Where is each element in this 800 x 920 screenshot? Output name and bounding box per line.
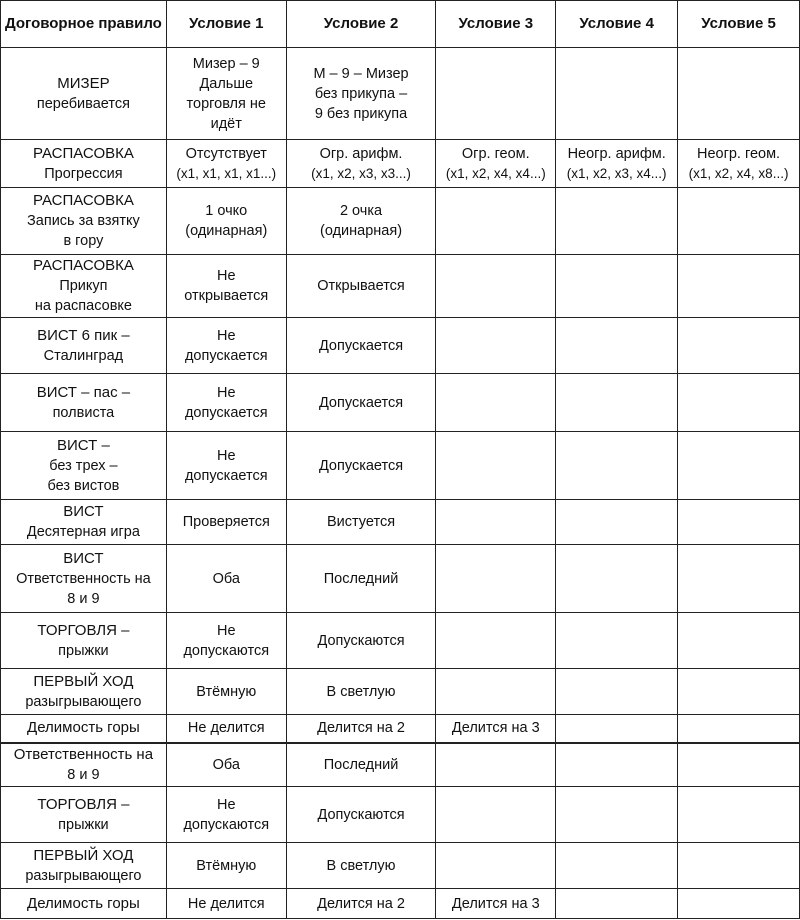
condition-2-cell	[286, 715, 436, 743]
condition-2-cell	[286, 140, 436, 188]
condition-2-cell	[286, 669, 436, 715]
rule-cell	[1, 787, 167, 843]
condition-1-cell	[166, 715, 286, 743]
condition-1-cell	[166, 787, 286, 843]
header-condition-4: Условие 4	[556, 1, 678, 48]
condition-4-cell	[556, 613, 678, 669]
cell-line: (x1, x2, x3, x4...)	[566, 165, 667, 181]
cell-line: Не делится	[187, 720, 265, 737]
cell-line: Проверяется	[182, 514, 270, 530]
condition-4-cell	[556, 188, 678, 255]
cell-line: (одинарная)	[185, 223, 268, 239]
condition-3-cell	[436, 889, 556, 919]
cell-line: Мизер – 9	[192, 55, 260, 72]
rule-line: ВИСТ – пас –	[36, 383, 131, 401]
rule-cell	[1, 889, 167, 919]
condition-5-cell	[678, 48, 800, 140]
condition-2-cell	[286, 889, 436, 919]
condition-4-cell	[556, 140, 678, 188]
rule-line: Прикуп	[59, 278, 108, 294]
cell-line: Допускаются	[317, 632, 405, 649]
table-row	[1, 188, 800, 255]
condition-1-cell	[166, 432, 286, 500]
condition-2-cell	[286, 48, 436, 140]
cell-line: 2 очка	[339, 203, 383, 219]
rule-line: ВИСТ 6 пик –	[37, 326, 130, 344]
condition-1-cell	[166, 255, 286, 318]
condition-5-cell	[678, 140, 800, 188]
condition-1-cell	[166, 48, 286, 140]
condition-5-cell	[678, 432, 800, 500]
cell-line: 1 очко	[205, 203, 248, 219]
table-row	[1, 318, 800, 374]
condition-2-cell	[286, 318, 436, 374]
condition-2-cell	[286, 843, 436, 889]
condition-3-cell	[436, 669, 556, 715]
cell-line: В светлую	[326, 683, 396, 700]
condition-4-cell	[556, 715, 678, 743]
cell-line: Не	[216, 384, 236, 401]
cell-line: Не	[216, 622, 236, 639]
rule-cell	[1, 374, 167, 432]
condition-1-cell	[166, 188, 286, 255]
cell-line: Допускается	[318, 394, 404, 411]
cell-line: Делится на 2	[317, 895, 405, 912]
rule-cell	[1, 140, 167, 188]
cell-line: Делится на 3	[451, 895, 540, 912]
header-row	[1, 1, 800, 48]
rule-cell	[1, 500, 167, 545]
rule-line: без трех –	[49, 457, 118, 474]
condition-2-cell	[286, 188, 436, 255]
rule-cell	[1, 48, 167, 140]
cell-line: М – 9 – Мизер	[313, 65, 409, 82]
rule-line: в гору	[63, 233, 104, 249]
rule-cell	[1, 545, 167, 613]
rule-line: РАСПАСОВКА	[32, 144, 134, 162]
condition-2-cell	[286, 613, 436, 669]
rule-cell	[1, 188, 167, 255]
cell-line: Не	[216, 327, 236, 344]
cell-line: Неогр. арифм.	[567, 145, 666, 162]
condition-2-cell	[286, 743, 436, 787]
rule-line: 8 и 9	[67, 766, 100, 783]
rule-line: Прогрессия	[44, 165, 123, 182]
table-row	[1, 787, 800, 843]
condition-3-cell	[436, 787, 556, 843]
rule-cell	[1, 715, 167, 743]
cell-line: (одинарная)	[320, 223, 403, 239]
rule-line: полвиста	[52, 404, 115, 421]
condition-4-cell	[556, 500, 678, 545]
cell-line: (x1, x2, x3, x3...)	[311, 165, 411, 181]
condition-3-cell	[436, 188, 556, 255]
rule-line: РАСПАСОВКА	[32, 192, 134, 209]
cell-line: допускаются	[183, 642, 270, 659]
table-row	[1, 500, 800, 545]
table-row	[1, 140, 800, 188]
cell-line: (x1, x2, x4, x8...)	[688, 165, 789, 181]
condition-3-cell	[436, 318, 556, 374]
rule-cell	[1, 669, 167, 715]
cell-line: идёт	[210, 115, 242, 132]
rule-line: прыжки	[58, 816, 109, 833]
cell-line: 9 без прикупа	[314, 105, 408, 122]
rule-line: Сталинград	[43, 347, 124, 364]
rule-line: Ответственность на	[13, 745, 154, 763]
condition-3-cell	[436, 432, 556, 500]
condition-4-cell	[556, 374, 678, 432]
condition-2-cell	[286, 545, 436, 613]
header-condition-3: Условие 3	[436, 1, 556, 48]
condition-1-cell	[166, 500, 286, 545]
condition-2-cell	[286, 255, 436, 318]
rule-line: Делимость горы	[27, 894, 140, 912]
rule-line: прыжки	[58, 642, 109, 659]
condition-1-cell	[166, 545, 286, 613]
cell-line: Оба	[212, 570, 240, 587]
condition-5-cell	[678, 669, 800, 715]
condition-5-cell	[678, 545, 800, 613]
rule-line: ВИСТ	[63, 549, 104, 567]
rule-line: на распасовке	[34, 298, 132, 314]
condition-1-cell	[166, 374, 286, 432]
cell-line: Огр. геом.	[461, 145, 530, 162]
condition-1-cell	[166, 843, 286, 889]
table-row	[1, 255, 800, 318]
condition-1-cell	[166, 743, 286, 787]
rule-cell	[1, 843, 167, 889]
rule-line: ВИСТ	[63, 503, 104, 520]
condition-4-cell	[556, 318, 678, 374]
rule-line: ВИСТ –	[57, 436, 110, 454]
rule-line: Делимость горы	[27, 719, 140, 737]
table-row	[1, 843, 800, 889]
cell-line: допускается	[184, 347, 268, 364]
cell-line: Делится на 3	[451, 720, 540, 737]
condition-1-cell	[166, 318, 286, 374]
rule-line: без вистов	[47, 477, 120, 494]
cell-line: допускается	[184, 404, 268, 421]
rule-line: ТОРГОВЛЯ –	[37, 795, 130, 813]
header-rule: Договорное правило	[1, 1, 167, 48]
cell-line: Не делится	[187, 895, 265, 912]
rule-cell	[1, 255, 167, 318]
condition-4-cell	[556, 432, 678, 500]
cell-line: Неогр. геом.	[696, 145, 781, 162]
header-condition-5: Условие 5	[678, 1, 800, 48]
condition-5-cell	[678, 318, 800, 374]
rule-line: ПЕРВЫЙ ХОД	[33, 846, 134, 864]
rule-line: ТОРГОВЛЯ –	[37, 621, 130, 639]
condition-2-cell	[286, 787, 436, 843]
header-condition-1: Условие 1	[166, 1, 286, 48]
table-row	[1, 545, 800, 613]
condition-3-cell	[436, 48, 556, 140]
rule-line: РАСПАСОВКА	[32, 257, 134, 274]
rule-line: Ответственность на	[16, 570, 151, 587]
condition-3-cell	[436, 843, 556, 889]
cell-line: Отсутствует	[185, 145, 267, 162]
condition-4-cell	[556, 669, 678, 715]
condition-1-cell	[166, 613, 286, 669]
condition-3-cell	[436, 545, 556, 613]
table-row	[1, 715, 800, 743]
condition-3-cell	[436, 500, 556, 545]
cell-line: без прикупа –	[314, 85, 408, 102]
condition-5-cell	[678, 715, 800, 743]
table-body	[1, 48, 800, 919]
rule-line: Десятерная игра	[26, 524, 140, 540]
cell-line: Последний	[323, 756, 399, 773]
table-row	[1, 889, 800, 919]
rule-cell	[1, 432, 167, 500]
condition-1-cell	[166, 889, 286, 919]
cell-line: (x1, x1, x1, x1...)	[176, 165, 277, 181]
rule-cell	[1, 743, 167, 787]
condition-3-cell	[436, 715, 556, 743]
cell-line: Допускается	[318, 457, 404, 474]
rule-line: МИЗЕР	[57, 74, 110, 92]
condition-5-cell	[678, 500, 800, 545]
condition-3-cell	[436, 140, 556, 188]
condition-4-cell	[556, 255, 678, 318]
cell-line: Допускаются	[317, 806, 405, 823]
table-row	[1, 374, 800, 432]
rule-line: разыгрывающего	[25, 867, 142, 884]
condition-4-cell	[556, 843, 678, 889]
condition-5-cell	[678, 843, 800, 889]
cell-line: Огр. арифм.	[319, 145, 403, 162]
cell-line: допускаются	[183, 816, 270, 833]
table-row	[1, 48, 800, 140]
cell-line: Оба	[212, 756, 240, 773]
condition-4-cell	[556, 787, 678, 843]
condition-2-cell	[286, 500, 436, 545]
table-row	[1, 613, 800, 669]
rule-line: Запись за взятку	[27, 213, 140, 229]
table-row	[1, 669, 800, 715]
condition-2-cell	[286, 374, 436, 432]
rule-line: перебивается	[36, 95, 130, 112]
rule-cell	[1, 613, 167, 669]
condition-5-cell	[678, 889, 800, 919]
header-condition-2: Условие 2	[286, 1, 436, 48]
cell-line: допускается	[184, 467, 268, 484]
condition-3-cell	[436, 743, 556, 787]
cell-line: Последний	[323, 570, 399, 587]
rule-line: ПЕРВЫЙ ХОД	[33, 672, 134, 690]
condition-5-cell	[678, 374, 800, 432]
condition-5-cell	[678, 255, 800, 318]
cell-line: Открывается	[317, 278, 405, 294]
cell-line: (x1, x2, x4, x4...)	[445, 165, 546, 181]
condition-3-cell	[436, 613, 556, 669]
cell-line: торговля не	[186, 95, 266, 112]
condition-1-cell	[166, 669, 286, 715]
condition-3-cell	[436, 255, 556, 318]
cell-line: Допускается	[318, 337, 404, 354]
cell-line: Дальше	[199, 75, 254, 92]
condition-4-cell	[556, 743, 678, 787]
cell-line: Не	[216, 796, 236, 813]
condition-5-cell	[678, 613, 800, 669]
condition-5-cell	[678, 188, 800, 255]
table-row	[1, 432, 800, 500]
condition-4-cell	[556, 889, 678, 919]
condition-3-cell	[436, 374, 556, 432]
cell-line: Не	[216, 268, 236, 284]
cell-line: Вистуется	[326, 514, 396, 530]
condition-2-cell	[286, 432, 436, 500]
condition-4-cell	[556, 48, 678, 140]
condition-4-cell	[556, 545, 678, 613]
rule-line: 8 и 9	[67, 590, 100, 607]
rule-line: разыгрывающего	[25, 693, 142, 710]
table-row	[1, 743, 800, 787]
cell-line: открывается	[184, 288, 269, 304]
condition-5-cell	[678, 787, 800, 843]
condition-5-cell	[678, 743, 800, 787]
cell-line: Втёмную	[196, 683, 257, 700]
cell-line: В светлую	[326, 857, 396, 874]
cell-line: Втёмную	[196, 857, 257, 874]
rule-cell	[1, 318, 167, 374]
cell-line: Делится на 2	[317, 720, 405, 737]
condition-1-cell	[166, 140, 286, 188]
cell-line: Не	[216, 447, 236, 464]
